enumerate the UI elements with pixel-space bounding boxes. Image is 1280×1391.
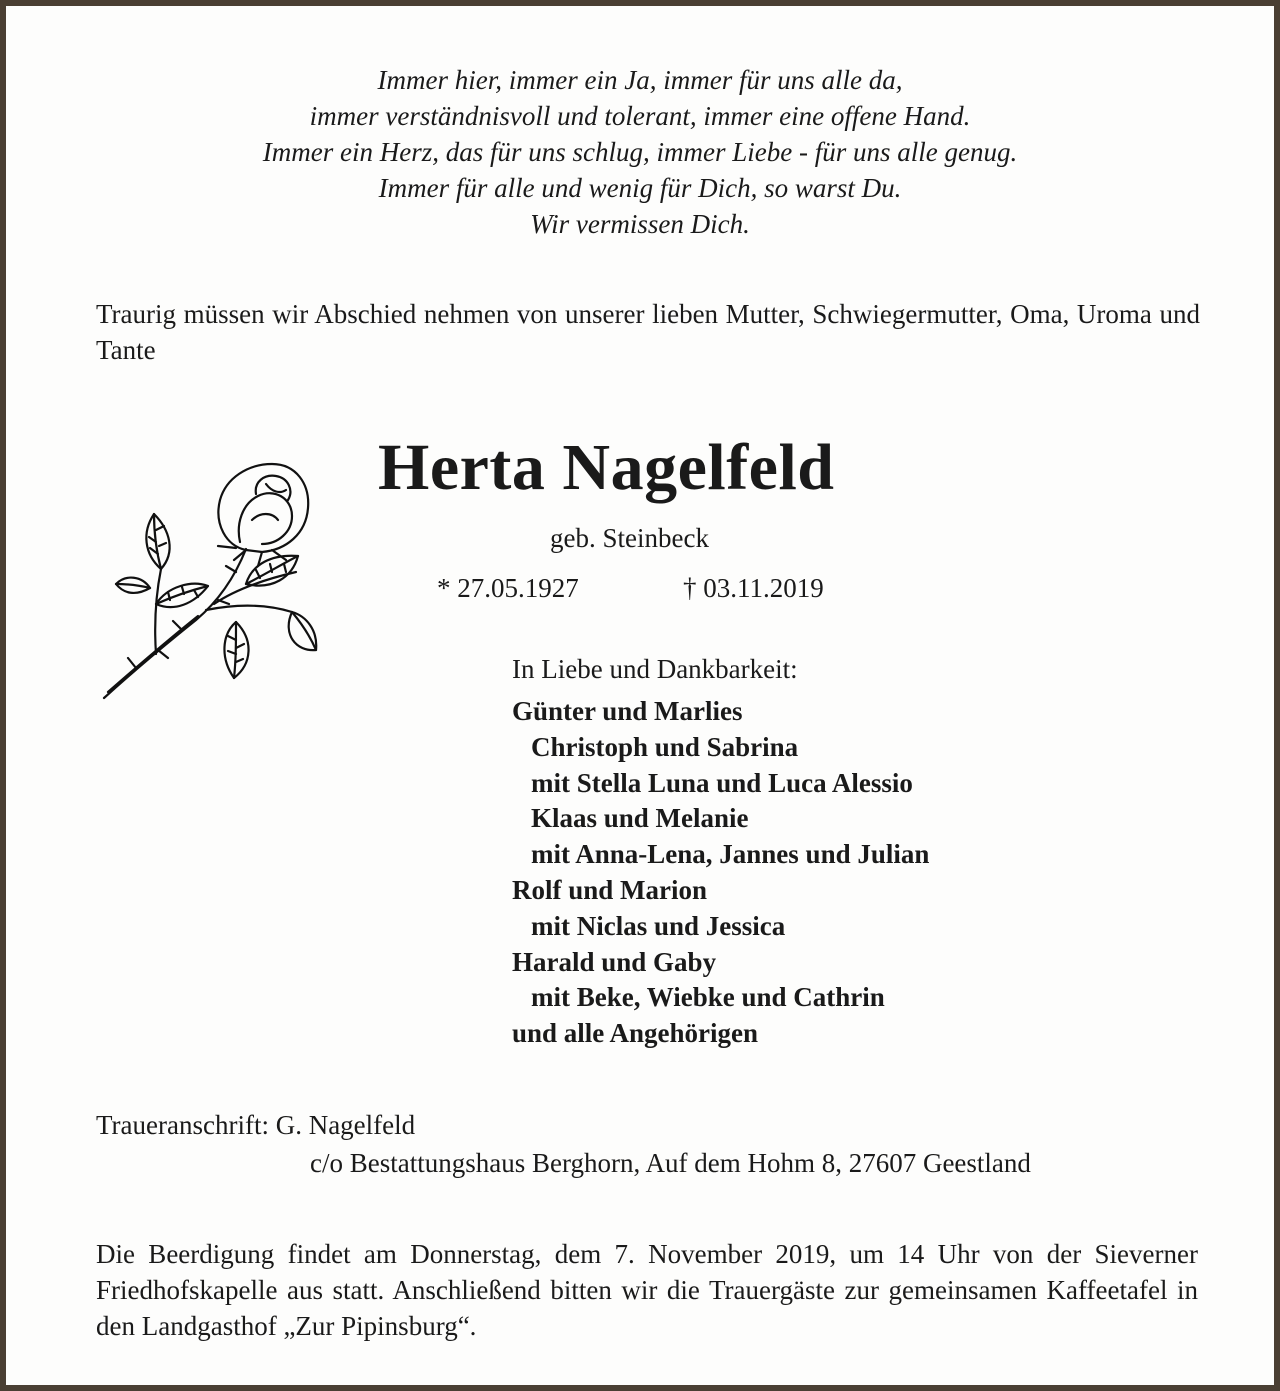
list-item: Rolf und Marion	[512, 874, 708, 905]
mourning-address: Traueranschrift: G. Nagelfeld	[96, 1110, 416, 1140]
poem-line: Immer ein Herz, das für uns schlug, immer Liebe - für uns alle genug.	[262, 137, 1018, 167]
mourners-intro: In Liebe und Dankbarkeit:	[512, 654, 798, 684]
list-item: mit Anna-Lena, Jannes und Julian	[531, 839, 930, 870]
list-item: und alle Angehörigen	[512, 1018, 759, 1049]
deceased-name: Herta Nagelfeld	[378, 431, 835, 504]
mourners-list	[512, 694, 929, 1052]
poem-line: immer verständnisvoll und tolerant, immer eine offene Hand.	[309, 101, 971, 131]
funeral-details: Die Beerdigung findet am Donnerstag, dem 7. November 2019, um 14 Uhr von der Sieverner Friedhofskapelle aus statt. Anschließend bitten wir die Trauergäste zur gemeinsamen Kaffeetafel in den Landgasthof „Zur Pipinsburg“.	[96, 1239, 1198, 1341]
list-item: Harald und Gaby	[512, 946, 717, 977]
list-item: mit Niclas und Jessica	[531, 910, 786, 941]
poem-line: Immer für alle und wenig für Dich, so warst Du.	[378, 173, 902, 203]
birth-name: geb. Steinbeck	[550, 523, 709, 553]
list-item: mit Beke, Wiebke und Cathrin	[531, 982, 885, 1013]
mourning-address-line2: c/o Bestattungshaus Berghorn, Auf dem Hohm 8, 27607 Geestland	[310, 1148, 1031, 1178]
list-item: Klaas und Melanie	[531, 803, 749, 834]
intro-text: Traurig müssen wir Abschied nehmen von unserer lieben Mutter, Schwiegermutter, Oma, Uroma und Tante	[96, 299, 1200, 365]
list-item: Christoph und Sabrina	[531, 731, 799, 762]
list-item: mit Stella Luna und Luca Alessio	[531, 767, 913, 798]
poem	[12, 62, 1268, 242]
list-item: Günter und Marlies	[512, 696, 743, 726]
rose-icon	[96, 454, 322, 704]
poem-line: Wir vermissen Dich.	[530, 209, 750, 239]
death-date: † 03.11.2019	[683, 573, 824, 603]
birth-date: * 27.05.1927	[437, 573, 579, 603]
poem-line: Immer hier, immer ein Ja, immer für uns alle da,	[377, 65, 903, 95]
